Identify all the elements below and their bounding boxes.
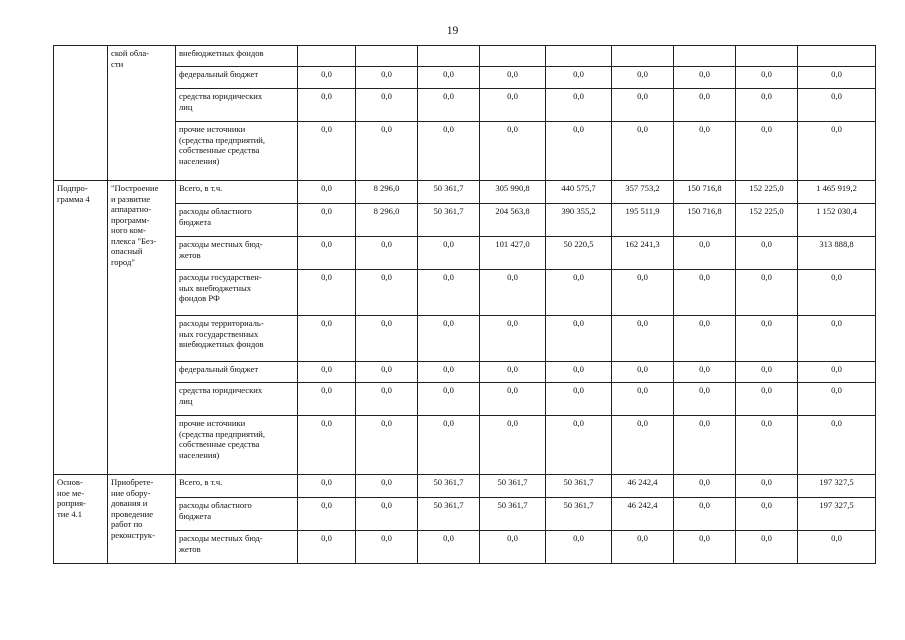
value-cell: 150 716,8 bbox=[674, 204, 736, 237]
value-cell: 50 361,7 bbox=[546, 475, 612, 498]
value-cell: 0,0 bbox=[674, 498, 736, 531]
program-cell bbox=[54, 46, 108, 181]
value-cell: 0,0 bbox=[674, 67, 736, 89]
value-cell: 50 361,7 bbox=[418, 498, 480, 531]
value-cell: 0,0 bbox=[798, 531, 876, 564]
value-cell: 0,0 bbox=[298, 122, 356, 181]
value-cell: 0,0 bbox=[798, 416, 876, 475]
value-cell: 0,0 bbox=[674, 362, 736, 383]
funding-source-cell: прочие источники (средства предприятий, собственные средства населения) bbox=[176, 122, 298, 181]
value-cell: 50 361,7 bbox=[480, 498, 546, 531]
value-cell: 0,0 bbox=[356, 270, 418, 316]
value-cell: 162 241,3 bbox=[612, 237, 674, 270]
value-cell: 0,0 bbox=[798, 362, 876, 383]
program-cell: Подпро- грамма 4 bbox=[54, 181, 108, 475]
value-cell: 305 990,8 bbox=[480, 181, 546, 204]
value-cell: 0,0 bbox=[298, 237, 356, 270]
value-cell: 8 296,0 bbox=[356, 204, 418, 237]
value-cell: 313 888,8 bbox=[798, 237, 876, 270]
funding-source-cell: расходы территориаль- ных государственных внебюджетных фондов bbox=[176, 316, 298, 362]
value-cell: 50 361,7 bbox=[418, 204, 480, 237]
value-cell: 0,0 bbox=[736, 67, 798, 89]
value-cell: 0,0 bbox=[356, 67, 418, 89]
funding-source-cell: расходы государствен- ных внебюджетных фондов РФ bbox=[176, 270, 298, 316]
value-cell: 0,0 bbox=[612, 416, 674, 475]
value-cell: 50 361,7 bbox=[480, 475, 546, 498]
table-row bbox=[54, 67, 876, 89]
table-row bbox=[54, 237, 876, 270]
value-cell: 0,0 bbox=[546, 362, 612, 383]
value-cell bbox=[480, 46, 546, 67]
value-cell: 0,0 bbox=[418, 122, 480, 181]
value-cell: 50 361,7 bbox=[418, 181, 480, 204]
description-cell: "Построение и развитие аппаратно- программ- ного ком- плекса "Без- опасный город" bbox=[108, 181, 176, 475]
page-number: 19 bbox=[446, 25, 459, 37]
value-cell: 0,0 bbox=[356, 237, 418, 270]
table-row bbox=[54, 46, 876, 67]
value-cell: 0,0 bbox=[418, 237, 480, 270]
value-cell: 197 327,5 bbox=[798, 498, 876, 531]
funding-source-cell: внебюджетных фондов bbox=[176, 46, 298, 67]
value-cell: 0,0 bbox=[674, 316, 736, 362]
funding-source-cell: расходы областного бюджета bbox=[176, 204, 298, 237]
value-cell: 1 152 030,4 bbox=[798, 204, 876, 237]
value-cell: 0,0 bbox=[356, 362, 418, 383]
funding-source-cell: федеральный бюджет bbox=[176, 67, 298, 89]
value-cell: 0,0 bbox=[480, 89, 546, 122]
value-cell: 0,0 bbox=[736, 270, 798, 316]
value-cell: 101 427,0 bbox=[480, 237, 546, 270]
value-cell: 150 716,8 bbox=[674, 181, 736, 204]
value-cell: 440 575,7 bbox=[546, 181, 612, 204]
value-cell: 0,0 bbox=[298, 89, 356, 122]
value-cell: 0,0 bbox=[298, 498, 356, 531]
value-cell: 0,0 bbox=[674, 475, 736, 498]
value-cell: 0,0 bbox=[356, 531, 418, 564]
value-cell: 0,0 bbox=[418, 89, 480, 122]
value-cell: 0,0 bbox=[798, 89, 876, 122]
value-cell: 357 753,2 bbox=[612, 181, 674, 204]
value-cell: 195 511,9 bbox=[612, 204, 674, 237]
value-cell: 0,0 bbox=[480, 531, 546, 564]
funding-source-cell: средства юридических лиц bbox=[176, 89, 298, 122]
value-cell: 0,0 bbox=[736, 383, 798, 416]
value-cell bbox=[298, 46, 356, 67]
value-cell: 0,0 bbox=[298, 362, 356, 383]
value-cell bbox=[612, 46, 674, 67]
value-cell: 0,0 bbox=[798, 270, 876, 316]
value-cell: 0,0 bbox=[674, 237, 736, 270]
value-cell: 0,0 bbox=[298, 531, 356, 564]
value-cell bbox=[546, 46, 612, 67]
value-cell: 0,0 bbox=[736, 475, 798, 498]
value-cell: 0,0 bbox=[798, 383, 876, 416]
value-cell: 0,0 bbox=[798, 316, 876, 362]
value-cell: 50 220,5 bbox=[546, 237, 612, 270]
value-cell: 152 225,0 bbox=[736, 181, 798, 204]
funding-source-cell: расходы областного бюджета bbox=[176, 498, 298, 531]
value-cell bbox=[418, 46, 480, 67]
table-row bbox=[54, 122, 876, 181]
funding-source-cell: Всего, в т.ч. bbox=[176, 181, 298, 204]
value-cell: 0,0 bbox=[298, 475, 356, 498]
value-cell: 0,0 bbox=[418, 416, 480, 475]
value-cell: 0,0 bbox=[480, 362, 546, 383]
value-cell: 0,0 bbox=[356, 316, 418, 362]
program-cell: Основ- ное ме- роприя- тие 4.1 bbox=[54, 475, 108, 564]
value-cell: 0,0 bbox=[546, 89, 612, 122]
value-cell: 0,0 bbox=[546, 531, 612, 564]
value-cell: 0,0 bbox=[612, 531, 674, 564]
table-row bbox=[54, 475, 876, 498]
value-cell: 0,0 bbox=[736, 122, 798, 181]
value-cell: 0,0 bbox=[480, 416, 546, 475]
value-cell: 0,0 bbox=[546, 416, 612, 475]
value-cell: 0,0 bbox=[298, 316, 356, 362]
value-cell: 0,0 bbox=[736, 416, 798, 475]
table-row bbox=[54, 89, 876, 122]
value-cell: 0,0 bbox=[356, 416, 418, 475]
table-row bbox=[54, 416, 876, 475]
value-cell: 0,0 bbox=[674, 89, 736, 122]
value-cell: 0,0 bbox=[736, 237, 798, 270]
value-cell: 0,0 bbox=[612, 122, 674, 181]
value-cell bbox=[356, 46, 418, 67]
value-cell: 197 327,5 bbox=[798, 475, 876, 498]
value-cell: 0,0 bbox=[418, 383, 480, 416]
funding-source-cell: расходы местных бюд- жетов bbox=[176, 531, 298, 564]
value-cell: 0,0 bbox=[612, 362, 674, 383]
table-row bbox=[54, 204, 876, 237]
value-cell: 46 242,4 bbox=[612, 475, 674, 498]
table-row bbox=[54, 498, 876, 531]
budget-table bbox=[53, 45, 876, 564]
value-cell: 0,0 bbox=[736, 531, 798, 564]
value-cell: 0,0 bbox=[418, 316, 480, 362]
value-cell: 0,0 bbox=[674, 531, 736, 564]
value-cell: 50 361,7 bbox=[546, 498, 612, 531]
value-cell: 0,0 bbox=[674, 383, 736, 416]
table-row bbox=[54, 270, 876, 316]
value-cell: 1 465 919,2 bbox=[798, 181, 876, 204]
value-cell: 0,0 bbox=[298, 181, 356, 204]
value-cell: 50 361,7 bbox=[418, 475, 480, 498]
value-cell: 0,0 bbox=[356, 89, 418, 122]
value-cell: 0,0 bbox=[418, 67, 480, 89]
value-cell: 0,0 bbox=[798, 122, 876, 181]
funding-source-cell: средства юридических лиц bbox=[176, 383, 298, 416]
value-cell: 0,0 bbox=[612, 383, 674, 416]
value-cell: 0,0 bbox=[736, 498, 798, 531]
value-cell: 0,0 bbox=[356, 498, 418, 531]
table-row bbox=[54, 383, 876, 416]
funding-source-cell: расходы местных бюд- жетов bbox=[176, 237, 298, 270]
value-cell: 0,0 bbox=[480, 122, 546, 181]
value-cell: 204 563,8 bbox=[480, 204, 546, 237]
value-cell: 0,0 bbox=[546, 270, 612, 316]
value-cell: 0,0 bbox=[418, 531, 480, 564]
value-cell: 0,0 bbox=[736, 362, 798, 383]
value-cell: 0,0 bbox=[612, 316, 674, 362]
value-cell: 0,0 bbox=[356, 383, 418, 416]
value-cell: 0,0 bbox=[298, 270, 356, 316]
description-cell: ской обла- сти bbox=[108, 46, 176, 181]
table-row bbox=[54, 362, 876, 383]
value-cell: 0,0 bbox=[480, 67, 546, 89]
value-cell: 152 225,0 bbox=[736, 204, 798, 237]
value-cell: 0,0 bbox=[546, 383, 612, 416]
value-cell: 0,0 bbox=[298, 383, 356, 416]
value-cell bbox=[674, 46, 736, 67]
value-cell: 0,0 bbox=[546, 316, 612, 362]
value-cell: 0,0 bbox=[612, 270, 674, 316]
table-row bbox=[54, 316, 876, 362]
value-cell: 0,0 bbox=[612, 67, 674, 89]
value-cell: 0,0 bbox=[736, 89, 798, 122]
value-cell: 0,0 bbox=[674, 416, 736, 475]
value-cell: 0,0 bbox=[612, 89, 674, 122]
value-cell: 0,0 bbox=[480, 316, 546, 362]
value-cell: 0,0 bbox=[546, 67, 612, 89]
value-cell: 0,0 bbox=[480, 270, 546, 316]
table-row bbox=[54, 531, 876, 564]
value-cell: 0,0 bbox=[418, 270, 480, 316]
table-row bbox=[54, 181, 876, 204]
funding-source-cell: Всего, в т.ч. bbox=[176, 475, 298, 498]
value-cell: 0,0 bbox=[798, 67, 876, 89]
value-cell bbox=[798, 46, 876, 67]
value-cell: 0,0 bbox=[674, 270, 736, 316]
funding-source-cell: федеральный бюджет bbox=[176, 362, 298, 383]
value-cell: 0,0 bbox=[546, 122, 612, 181]
value-cell: 0,0 bbox=[480, 383, 546, 416]
value-cell: 0,0 bbox=[356, 122, 418, 181]
description-cell: Приобрете- ние обору- дования и проведение работ по реконструк- bbox=[108, 475, 176, 564]
value-cell bbox=[736, 46, 798, 67]
value-cell: 46 242,4 bbox=[612, 498, 674, 531]
value-cell: 0,0 bbox=[356, 475, 418, 498]
value-cell: 8 296,0 bbox=[356, 181, 418, 204]
value-cell: 0,0 bbox=[298, 204, 356, 237]
funding-source-cell: прочие источники (средства предприятий, собственные средства населения) bbox=[176, 416, 298, 475]
table-body bbox=[54, 46, 876, 564]
value-cell: 0,0 bbox=[674, 122, 736, 181]
value-cell: 0,0 bbox=[298, 67, 356, 89]
value-cell: 0,0 bbox=[736, 316, 798, 362]
value-cell: 390 355,2 bbox=[546, 204, 612, 237]
value-cell: 0,0 bbox=[298, 416, 356, 475]
value-cell: 0,0 bbox=[418, 362, 480, 383]
